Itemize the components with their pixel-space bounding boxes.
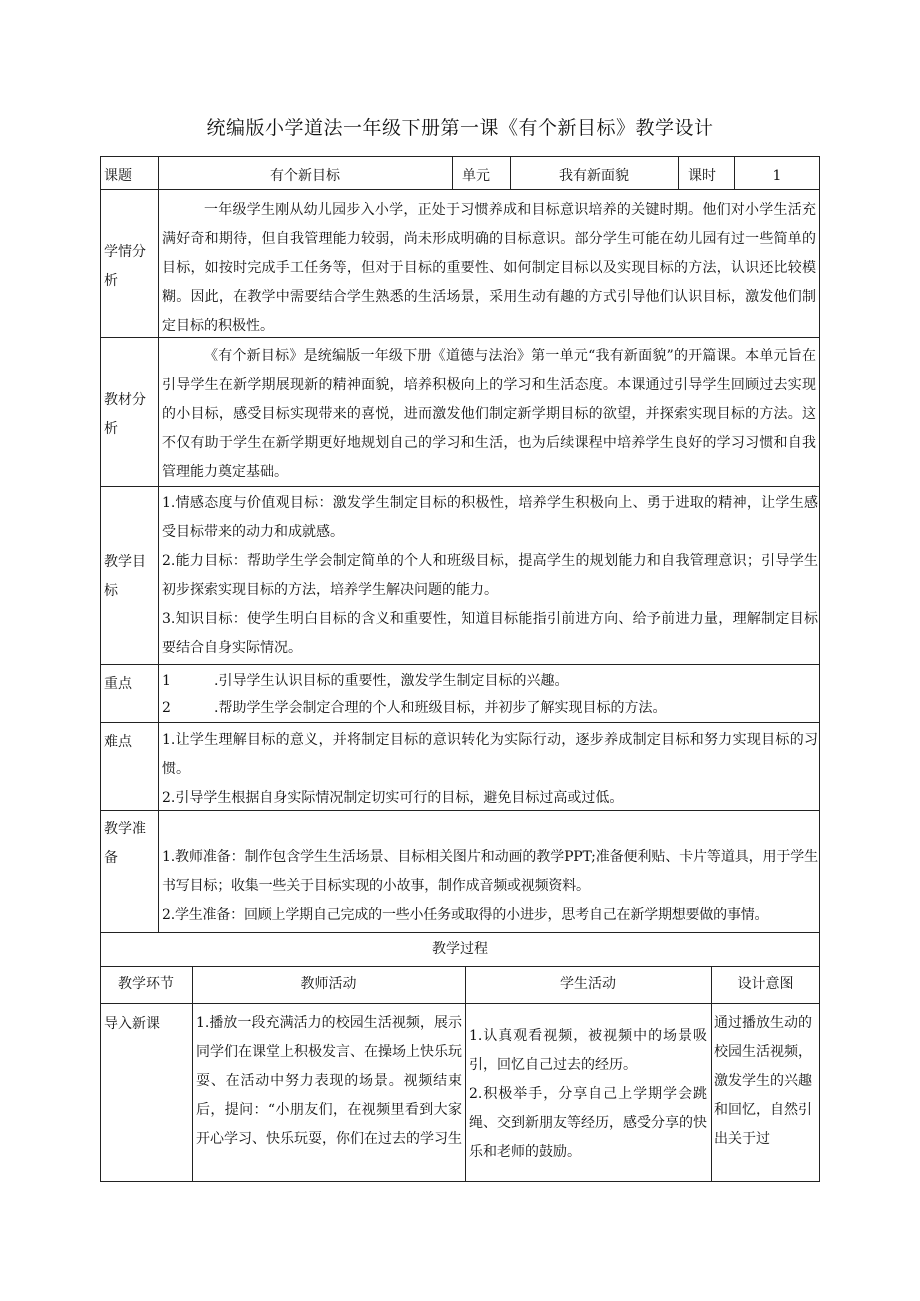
objective-item: 2.能力目标：帮助学生学会制定简单的个人和班级目标，提高学生的规划能力和自我管理意识；引导学生初步探索实现目标的方法，培养学生解决问题的能力。: [162, 553, 818, 598]
process-row-stage: 导入新课: [104, 1016, 160, 1032]
process-row-student: [469, 1022, 707, 1167]
document-title: 统编版小学道法一年级下册第一课《有个新目标》教学设计: [206, 117, 714, 139]
key-point-num: 1: [162, 673, 171, 689]
process-row-teacher: 1.播放一段充满活力的校园生活视频，展示同学们在课堂上积极发言、在操场上快乐玩耍、在活动中努力表现的场景。视频结束后，提问：“小朋友们，在视频里看到大家开心学习、快乐玩耍，你们在过去的学习生: [196, 1015, 462, 1147]
student-activity-item: 1.认真观看视频，被视频中的场景吸引，回忆自己过去的经历。: [469, 1028, 707, 1073]
unit-value: 我有新面貌: [559, 168, 629, 184]
process-col-stage: 教学环节: [118, 976, 174, 992]
key-point-num: 2: [162, 700, 171, 716]
student-analysis-label-line2: 析: [104, 273, 118, 289]
process-col-teacher: 教师活动: [300, 976, 357, 992]
key-point-text: .引导学生认识目标的重要性，激发学生制定目标的兴趣。: [214, 673, 569, 689]
preparation-label-line1: 教学准: [104, 821, 146, 837]
difficulty-item: 2.引导学生根据自身实际情况制定切实可行的目标，避免目标过高或过低。: [162, 790, 624, 806]
preparation-list: [162, 843, 818, 930]
preparation-item: 2.学生准备：回顾上学期自己完成的一些小任务或取得的小进步，思考自己在新学期想要做的事情。: [162, 907, 769, 923]
difficulties-list: [162, 726, 818, 813]
material-analysis-text: 《有个新目标》是统编版一年级下册《道德与法治》第一单元“我有新面貌”的开篇课。本单元旨在引导学生在新学期展现新的精神面貌，培养积极向上的学习和生活态度。本课通过引导学生回顾过去实现的小目标，感受目标实现带来的喜悦，进而激发他们制定新学期目标的欲望，并探索实现目标的方法。这不仅有助于学生在新学期更好地规划自己的学习和生活，也为后续课程中培养学生良好的学习习惯和自我管理能力奠定基础。: [162, 348, 816, 480]
preparation-label: [104, 815, 156, 873]
student-analysis-label-line1: 学情分: [104, 244, 146, 260]
difficulty-item: 1.让学生理解目标的意义，并将制定目标的意识转化为实际行动，逐步养成制定目标和努力实现目标的习惯。: [162, 732, 818, 777]
objectives-label: [104, 548, 156, 606]
process-heading: 教学过程: [432, 941, 488, 957]
process-row-intent: 通过播放生动的校园生活视频，激发学生的兴趣和回忆，自然引出关于过: [714, 1015, 812, 1147]
process-col-intent: 设计意图: [737, 976, 794, 992]
student-activity-item: 2.积极举手，分享自己上学期学会跳绳、交到新朋友等经历，感受分享的快乐和老师的鼓励。: [469, 1086, 707, 1160]
objective-item: 1.情感态度与价值观目标：激发学生制定目标的积极性，培养学生积极向上、勇于进取的精神，让学生感受目标带来的动力和成就感。: [162, 495, 818, 540]
preparation-item: 1.教师准备：制作包含学生生活场景、目标相关图片和动画的教学PPT;准备便利贴、卡片等道具，用于学生书写目标；收集一些关于目标实现的小故事，制作成音频或视频资料。: [162, 849, 818, 894]
preparation-label-line2: 备: [104, 850, 118, 866]
material-analysis-label: [104, 386, 156, 444]
objectives-label-line2: 标: [104, 583, 118, 599]
objective-item: 3.知识目标：使学生明白目标的含义和重要性，知道目标能指引前进方向、给予前进力量，理解制定目标要结合自身实际情况。: [162, 611, 818, 656]
hours-label: 课时: [688, 168, 716, 184]
course-value: 有个新目标: [270, 168, 340, 184]
unit-label: 单元: [462, 168, 490, 184]
student-analysis-label: [104, 238, 156, 296]
objectives-list: [162, 489, 818, 663]
material-analysis-label-line2: 析: [104, 421, 118, 437]
student-analysis-text: 一年级学生刚从幼儿园步入小学，正处于习惯养成和目标意识培养的关键时期。他们对小学生活充满好奇和期待，但自我管理能力较弱，尚未形成明确的目标意识。部分学生可能在幼儿园有过一些简单的目标，如按时完成手工任务等，但对于目标的重要性、如何制定目标以及实现目标的方法，认识还比较模糊。因此，在教学中需要结合学生熟悉的生活场景，采用生动有趣的方式引导他们认识目标，激发他们制定目标的积极性。: [162, 202, 816, 334]
difficulties-label: 难点: [104, 734, 132, 750]
course-label: 课题: [104, 168, 132, 184]
hours-value: 1: [772, 168, 782, 184]
process-col-student: 学生活动: [560, 976, 616, 992]
objectives-label-line1: 教学目: [104, 554, 146, 570]
material-analysis-label-line1: 教材分: [104, 392, 146, 408]
key-points-label: 重点: [104, 676, 132, 692]
key-point-text: .帮助学生学会制定合理的个人和班级目标，并初步了解实现目标的方法。: [214, 700, 667, 716]
